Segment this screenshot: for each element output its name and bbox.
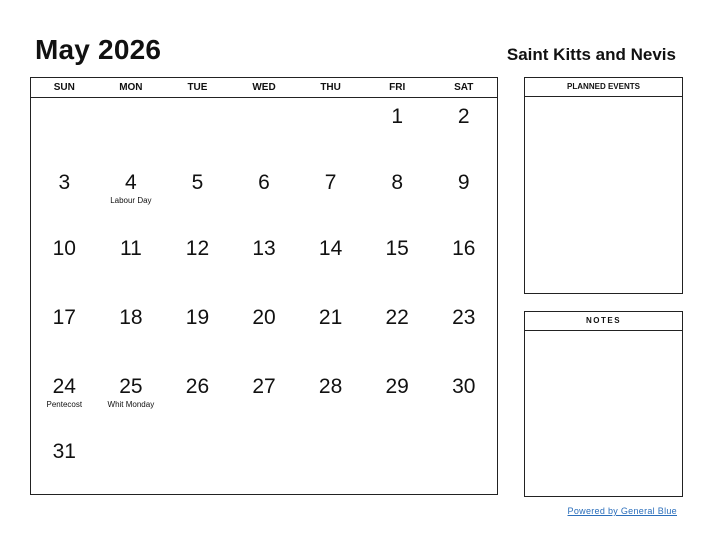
day-cell bbox=[430, 432, 497, 498]
notes-panel bbox=[524, 311, 683, 497]
day-cell bbox=[297, 97, 364, 163]
day-cell bbox=[364, 432, 431, 498]
day-number: 25 bbox=[119, 375, 143, 398]
day-cell bbox=[98, 432, 165, 498]
day-cell bbox=[31, 367, 98, 433]
page-title: May 2026 bbox=[35, 34, 162, 65]
country-label: Saint Kitts and Nevis bbox=[506, 45, 676, 64]
calendar-grid bbox=[30, 77, 498, 495]
day-cell bbox=[297, 163, 364, 229]
day-cell bbox=[98, 367, 165, 433]
holiday-label: Labour Day bbox=[110, 196, 152, 205]
day-cell bbox=[231, 229, 298, 295]
day-cell bbox=[98, 298, 165, 364]
day-cell bbox=[164, 97, 231, 163]
day-number: 15 bbox=[385, 237, 409, 260]
weekday-thu: THU bbox=[320, 82, 341, 93]
day-number: 13 bbox=[252, 237, 276, 260]
day-number: 21 bbox=[318, 306, 343, 329]
day-cell bbox=[430, 163, 497, 229]
day-number: 16 bbox=[452, 237, 476, 260]
weekday-header bbox=[31, 78, 497, 98]
day-cell bbox=[297, 367, 364, 433]
day-cell bbox=[430, 298, 497, 364]
day-cell bbox=[164, 298, 231, 364]
day-number: 27 bbox=[252, 375, 276, 398]
day-cell bbox=[31, 163, 98, 229]
day-number: 30 bbox=[452, 375, 476, 398]
calendar-week bbox=[31, 229, 497, 295]
day-cell bbox=[31, 229, 98, 295]
day-cell bbox=[231, 432, 298, 498]
day-number: 23 bbox=[452, 306, 476, 329]
calendar-week bbox=[31, 163, 497, 229]
day-cell bbox=[231, 298, 298, 364]
day-cell bbox=[430, 367, 497, 433]
day-cell bbox=[231, 367, 298, 433]
planned-events-heading: PLANNED EVENTS bbox=[525, 78, 682, 97]
holiday-label: Whit Monday bbox=[107, 400, 155, 409]
day-number: 29 bbox=[385, 375, 409, 398]
day-number: 3 bbox=[58, 171, 71, 194]
day-cell bbox=[164, 163, 231, 229]
weekday-sun: SUN bbox=[53, 82, 75, 93]
day-cell bbox=[297, 298, 364, 364]
day-number: 22 bbox=[385, 306, 409, 329]
day-number: 24 bbox=[52, 375, 76, 398]
calendar-week bbox=[31, 298, 497, 364]
day-number: 9 bbox=[457, 171, 470, 194]
day-cell bbox=[231, 97, 298, 163]
day-cell bbox=[364, 229, 431, 295]
calendar-week bbox=[31, 432, 497, 498]
day-number: 7 bbox=[324, 171, 337, 194]
day-number: 2 bbox=[457, 105, 470, 128]
powered-by-link[interactable]: Powered by General Blue bbox=[567, 506, 677, 516]
holiday-label: Pentecost bbox=[46, 400, 83, 409]
day-cell bbox=[31, 97, 98, 163]
day-number: 5 bbox=[191, 171, 204, 194]
day-number: 17 bbox=[52, 306, 76, 329]
day-number: 18 bbox=[119, 306, 143, 329]
day-cell bbox=[430, 229, 497, 295]
day-cell bbox=[164, 367, 231, 433]
day-number: 20 bbox=[252, 306, 276, 329]
weekday-wed: WED bbox=[252, 82, 276, 93]
day-number: 12 bbox=[185, 237, 210, 260]
day-cell bbox=[231, 163, 298, 229]
weekday-mon: MON bbox=[119, 82, 143, 93]
day-cell bbox=[364, 298, 431, 364]
day-cell bbox=[364, 367, 431, 433]
day-cell bbox=[364, 97, 431, 163]
weekday-fri: FRI bbox=[389, 82, 406, 93]
weekday-tue: TUE bbox=[187, 82, 208, 93]
day-number: 19 bbox=[185, 306, 210, 329]
day-cell bbox=[297, 432, 364, 498]
calendar-week bbox=[31, 367, 497, 433]
day-cell bbox=[164, 229, 231, 295]
day-cell bbox=[98, 229, 165, 295]
day-number: 31 bbox=[52, 440, 76, 463]
day-cell bbox=[364, 163, 431, 229]
day-cell bbox=[430, 97, 497, 163]
day-cell bbox=[31, 298, 98, 364]
day-number: 4 bbox=[125, 171, 137, 194]
day-cell bbox=[164, 432, 231, 498]
calendar-week bbox=[31, 97, 497, 163]
day-cell bbox=[98, 97, 165, 163]
day-number: 11 bbox=[119, 237, 142, 260]
day-number: 6 bbox=[258, 171, 270, 194]
day-number: 14 bbox=[318, 237, 343, 260]
day-cell bbox=[297, 229, 364, 295]
day-cell bbox=[31, 432, 98, 498]
day-number: 10 bbox=[52, 237, 76, 260]
weekday-sat: SAT bbox=[454, 82, 474, 93]
day-number: 8 bbox=[391, 171, 404, 194]
notes-heading: NOTES bbox=[525, 312, 682, 331]
day-cell bbox=[98, 163, 165, 229]
day-number: 26 bbox=[185, 375, 210, 398]
calendar-body bbox=[31, 97, 497, 494]
day-number: 28 bbox=[318, 375, 343, 398]
day-number: 1 bbox=[391, 105, 404, 128]
planned-events-panel bbox=[524, 77, 683, 294]
